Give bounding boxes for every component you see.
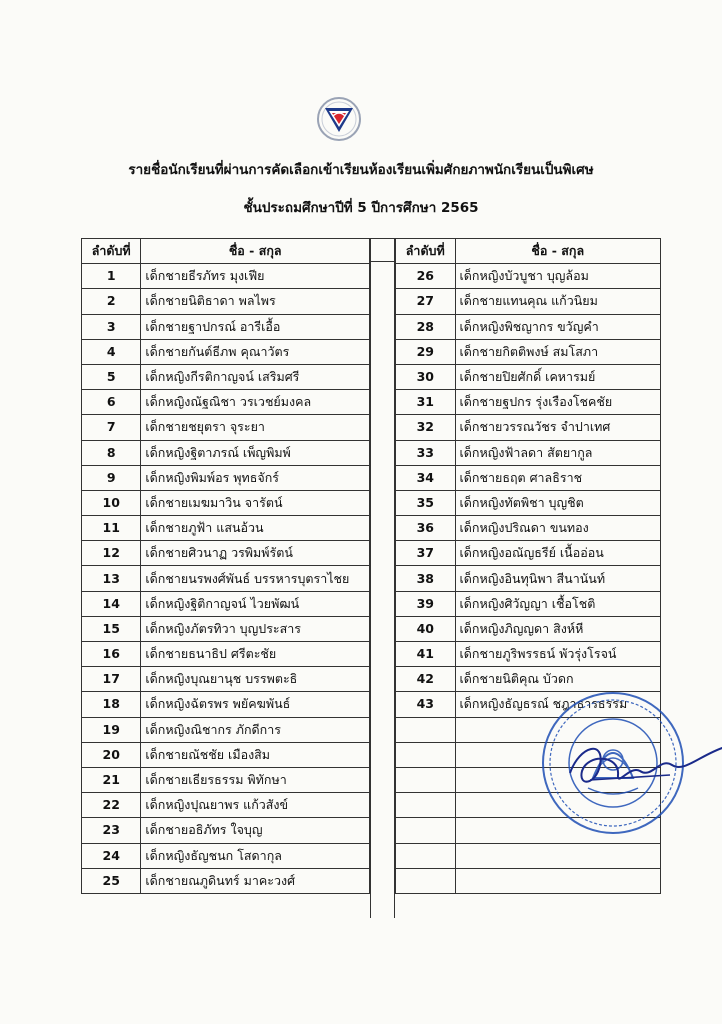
table-row	[82, 717, 370, 742]
student-name: เด็กหญิงอณัญธรีย์ เนื้ออ่อน	[455, 541, 660, 566]
table-row	[82, 868, 370, 893]
table-row	[82, 339, 370, 364]
table-row	[82, 289, 370, 314]
student-name: เด็กหญิงพิชญากร ขวัญคำ	[455, 314, 660, 339]
table-row	[82, 616, 370, 641]
column-header-name: ชื่อ - สกุล	[455, 239, 660, 264]
table-row	[396, 264, 661, 289]
table-row	[396, 616, 661, 641]
student-name: เด็กหญิงฟ้าลดา สัตยากูล	[455, 440, 660, 465]
row-number: 42	[396, 667, 456, 692]
row-number: 2	[82, 289, 141, 314]
row-number: 40	[396, 616, 456, 641]
row-number: 15	[82, 616, 141, 641]
row-number: 37	[396, 541, 456, 566]
row-number: 41	[396, 642, 456, 667]
table-row	[396, 440, 661, 465]
row-number: 38	[396, 566, 456, 591]
row-number: 31	[396, 390, 456, 415]
table-row	[82, 692, 370, 717]
table-row	[82, 516, 370, 541]
table-row	[82, 742, 370, 767]
table-header-row	[82, 239, 370, 264]
row-number: 8	[82, 440, 141, 465]
table-row	[396, 314, 661, 339]
student-name: เด็กชายวรรณวัชร จำปาเทศ	[455, 415, 660, 440]
student-name: เด็กหญิงปริณดา ขนทอง	[455, 516, 660, 541]
row-number: 19	[82, 717, 141, 742]
table-row	[396, 339, 661, 364]
table-spacer-column	[370, 238, 395, 918]
table-row	[82, 818, 370, 843]
student-name: เด็กหญิงกีรติกาญจน์ เสริมศรี	[141, 364, 370, 389]
student-name: เด็กชายฐาปกรณ์ อารีเอื้อ	[141, 314, 370, 339]
student-name: เด็กชายภูริพรรธน์ พัวรุ่งโรจน์	[455, 642, 660, 667]
student-name: เด็กชายภูฟ้า แสนอ้วน	[141, 516, 370, 541]
student-name: เด็กชายเมฆมาวิน จารัตน์	[141, 490, 370, 515]
student-name: เด็กหญิงปุณยาพร แก้วสังข์	[141, 793, 370, 818]
table-row	[82, 667, 370, 692]
table-row	[82, 642, 370, 667]
row-number: 12	[82, 541, 141, 566]
empty-table-row	[396, 868, 661, 893]
column-header-number: ลำดับที่	[82, 239, 141, 264]
row-number: 16	[82, 642, 141, 667]
table-row	[82, 314, 370, 339]
row-number: 27	[396, 289, 456, 314]
row-number: 7	[82, 415, 141, 440]
row-number: 11	[82, 516, 141, 541]
row-number: 3	[82, 314, 141, 339]
row-number: 39	[396, 591, 456, 616]
row-number: 32	[396, 415, 456, 440]
table-row	[396, 541, 661, 566]
row-number: 10	[82, 490, 141, 515]
row-number: 18	[82, 692, 141, 717]
student-name: เด็กหญิงศิวัญญา เชื้อโชติ	[455, 591, 660, 616]
table-row	[82, 843, 370, 868]
row-number: 24	[82, 843, 141, 868]
student-name: เด็กชายเธียรธรรม พิทักษา	[141, 767, 370, 792]
row-number: 30	[396, 364, 456, 389]
student-name: เด็กชายนิติคุณ บัวดก	[455, 667, 660, 692]
student-name: เด็กหญิงฐิติกาญจน์ ไวยพัฒน์	[141, 591, 370, 616]
table-row	[82, 490, 370, 515]
student-name: เด็กหญิงทัตพิชา บุญชิต	[455, 490, 660, 515]
handwritten-signature	[560, 735, 722, 805]
student-name: เด็กชายธนาธิป ศรีตะชัย	[141, 642, 370, 667]
table-row	[396, 415, 661, 440]
column-header-number: ลำดับที่	[396, 239, 456, 264]
table-row	[82, 591, 370, 616]
table-header-row	[396, 239, 661, 264]
student-name: เด็กหญิงอินทุนิพา สีนานันท์	[455, 566, 660, 591]
row-number: 13	[82, 566, 141, 591]
student-name: เด็กหญิงณัฐณิชา วรเวชย์มงคล	[141, 390, 370, 415]
student-name: เด็กชายกิตติพงษ์ สมโสภา	[455, 339, 660, 364]
student-name: เด็กหญิงฉัตรพร พยัคฆพันธ์	[141, 692, 370, 717]
row-number: 4	[82, 339, 141, 364]
empty-table-row	[396, 843, 661, 868]
student-name: เด็กชายนิติธาดา พลไพร	[141, 289, 370, 314]
table-row	[82, 767, 370, 792]
student-name: เด็กหญิงภัตรทิวา บุญประสาร	[141, 616, 370, 641]
student-table-left	[81, 238, 370, 894]
table-row	[396, 364, 661, 389]
table-row	[396, 289, 661, 314]
table-row	[396, 516, 661, 541]
student-name: เด็กหญิงฐิตาภรณ์ เพ็ญพิมพ์	[141, 440, 370, 465]
table-row	[396, 642, 661, 667]
student-name: เด็กชายณภูดินทร์ มาคะวงศ์	[141, 868, 370, 893]
page-title: รายชื่อนักเรียนที่ผ่านการคัดเลือกเข้าเรียนห้องเรียนเพิ่มศักยภาพนักเรียนเป็นพิเศษ	[128, 162, 594, 178]
row-number: 14	[82, 591, 141, 616]
student-name: เด็กหญิงบัวบูชา บุญล้อม	[455, 264, 660, 289]
student-name: เด็กหญิงณิชากร ภักดีการ	[141, 717, 370, 742]
student-name: เด็กชายธฤต ศาลธิราช	[455, 465, 660, 490]
table-row	[82, 264, 370, 289]
table-row	[396, 390, 661, 415]
student-name: เด็กชายธีรภัทร มุงเฟีย	[141, 264, 370, 289]
row-number: 9	[82, 465, 141, 490]
row-number: 6	[82, 390, 141, 415]
row-number: 25	[82, 868, 141, 893]
table-row	[82, 415, 370, 440]
row-number: 36	[396, 516, 456, 541]
student-name: เด็กหญิงบุณยานุช บรรพตะธิ	[141, 667, 370, 692]
student-name: เด็กชายอธิภัทร ใจบุญ	[141, 818, 370, 843]
row-number: 29	[396, 339, 456, 364]
table-row	[82, 390, 370, 415]
student-name: เด็กชายกันต์ธีภพ คุณาวัตร	[141, 339, 370, 364]
table-row	[396, 591, 661, 616]
student-name: เด็กชายนรพงศ์พันธ์ บรรหารบุตราไชย	[141, 566, 370, 591]
school-logo-icon	[316, 96, 362, 142]
row-number: 5	[82, 364, 141, 389]
row-number: 1	[82, 264, 141, 289]
row-number: 26	[396, 264, 456, 289]
table-row	[82, 793, 370, 818]
row-number: 34	[396, 465, 456, 490]
table-row	[396, 465, 661, 490]
table-row	[82, 440, 370, 465]
student-name: เด็กชายแทนคุณ แก้วนิยม	[455, 289, 660, 314]
column-header-name: ชื่อ - สกุล	[141, 239, 370, 264]
table-row	[396, 490, 661, 515]
student-name: เด็กหญิงภิญญดา สิงห์หี	[455, 616, 660, 641]
student-name: เด็กชายชยุตรา จุระยา	[141, 415, 370, 440]
student-name: เด็กชายณัชชัย เมืองสิม	[141, 742, 370, 767]
table-row	[82, 541, 370, 566]
row-number: 33	[396, 440, 456, 465]
student-name: เด็กชายปิยศักดิ์ เคหารมย์	[455, 364, 660, 389]
table-row	[82, 566, 370, 591]
row-number: 17	[82, 667, 141, 692]
student-name: เด็กหญิงธัญธรณ์ ชฎาธารธรรม	[455, 692, 660, 717]
row-number: 23	[82, 818, 141, 843]
row-number: 21	[82, 767, 141, 792]
table-row	[396, 566, 661, 591]
student-name: เด็กหญิงธัญชนก โสดากุล	[141, 843, 370, 868]
student-name: เด็กชายศิวนาฏ วรพิมพ์รัตน์	[141, 541, 370, 566]
table-row	[82, 364, 370, 389]
row-number: 43	[396, 692, 456, 717]
row-number: 20	[82, 742, 141, 767]
row-number: 28	[396, 314, 456, 339]
page-subtitle: ชั้นประถมศึกษาปีที่ 5 ปีการศึกษา 2565	[243, 200, 479, 216]
student-name: เด็กชายฐปกร รุ่งเรืองโชคชัย	[455, 390, 660, 415]
row-number: 35	[396, 490, 456, 515]
student-name: เด็กหญิงพิมพ์อร พุทธจักร์	[141, 465, 370, 490]
row-number: 22	[82, 793, 141, 818]
table-row	[82, 465, 370, 490]
